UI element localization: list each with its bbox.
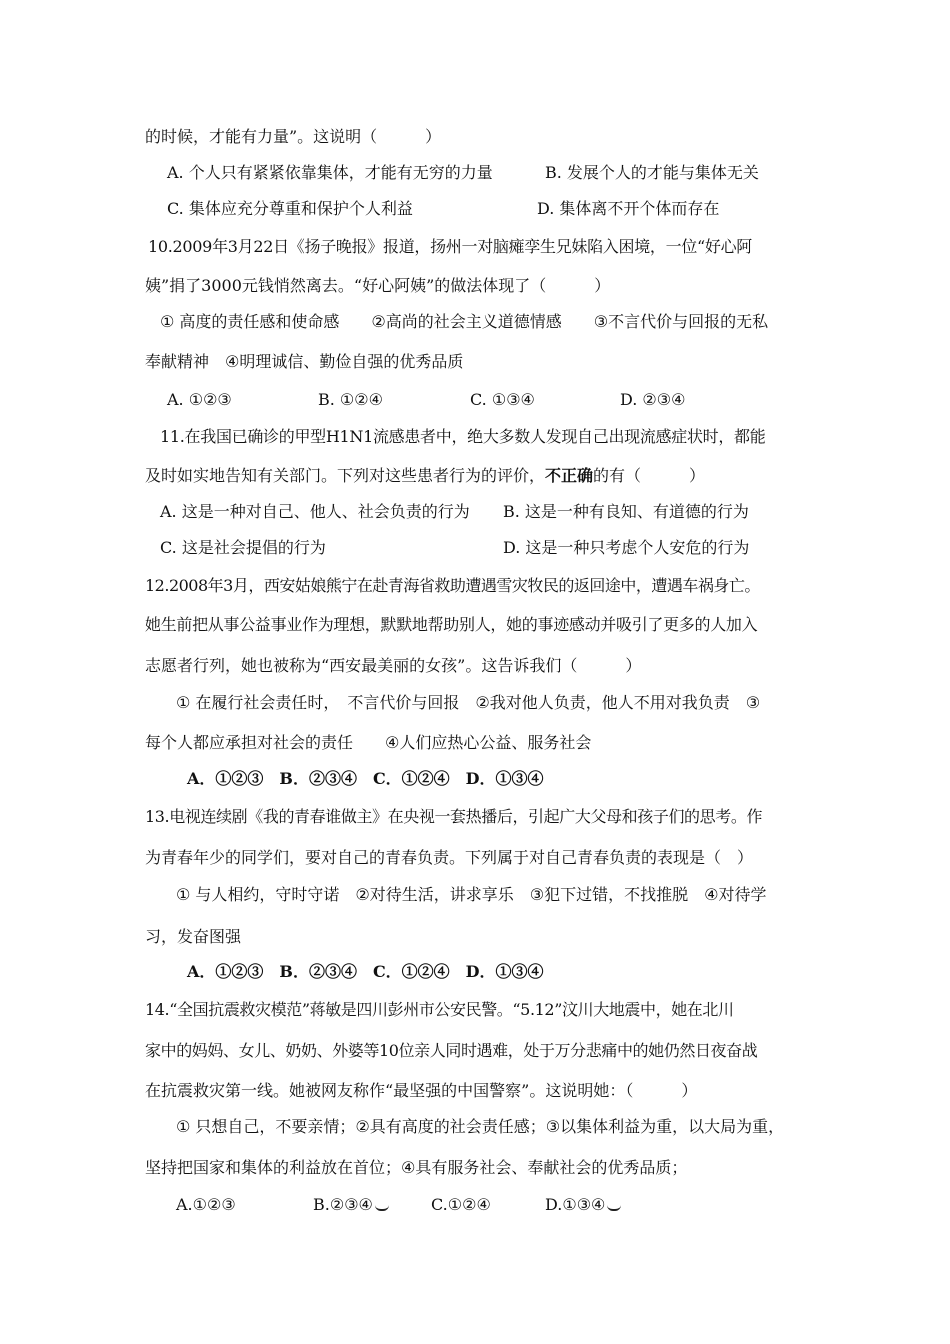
option-c: C. ①③④ [470, 390, 535, 409]
option-a: A. 个人只有紧紧依靠集体，才能有无穷的力量 [167, 163, 493, 182]
option-c: C.①②④ [431, 1195, 491, 1214]
text-line: 她生前把从事公益事业作为理想，默默地帮助别人，她的事迹感动并吸引了更多的人加入 [145, 615, 758, 634]
statement-line: 坚持把国家和集体的利益放在首位；④具有服务社会、奉献社会的优秀品质； [145, 1158, 688, 1177]
question-10: 10.2009年3月22日《扬子晚报》报道，扬州一对脑瘫孪生兄妹陷入困境，一位“好心阿 [148, 237, 752, 256]
option-a: A.①②③ [176, 1195, 236, 1214]
text-segment: 的有（ ） [593, 466, 706, 485]
option-text: B.②③④ [313, 1195, 373, 1214]
option-b: B. 这是一种有良知、有道德的行为 [503, 502, 749, 521]
text-line: 的时候，才能有力量”。这说明（ ） [145, 127, 442, 146]
scribble-mark-icon [375, 1201, 389, 1211]
option-d: D. 这是一种只考虑个人安危的行为 [503, 538, 750, 557]
statement-line: 奉献精神 ④明理诚信、勤俭自强的优秀品质 [145, 352, 464, 371]
statement-line: ① 在履行社会责任时， 不言代价与回报 ②我对他人负责，他人不用对我负责 ③ [176, 693, 761, 712]
option-b [313, 1195, 389, 1215]
option-d: D. 集体离不开个体而存在 [537, 199, 720, 218]
question-12: 12.2008年3月，西安姑娘熊宁在赴青海省救助遭遇雪灾牧民的返回途中，遭遇车祸身亡。 [145, 576, 760, 595]
statement-line: ① 只想自己，不要亲情；②具有高度的社会责任感；③以集体利益为重，以大局为重， [176, 1117, 785, 1136]
options-line: A．①②③ B．②③④ C．①②④ D．①③④ [187, 769, 544, 788]
statement-line: 每个人都应承担对社会的责任 ④人们应热心公益、服务社会 [145, 733, 592, 752]
option-d [545, 1195, 621, 1215]
text-line: 家中的妈妈、女儿、奶奶、外婆等10位亲人同时遇难，处于万分悲痛中的她仍然日夜奋战 [145, 1041, 758, 1060]
option-c: C. 这是社会提倡的行为 [160, 538, 326, 557]
option-a: A. 这是一种对自己、他人、社会负责的行为 [160, 502, 470, 521]
text-line: 在抗震救灾第一线。她被网友称作“最坚强的中国警察”。这说明她：（ ） [145, 1081, 698, 1100]
option-c: C. 集体应充分尊重和保护个人利益 [167, 199, 413, 218]
text-line: 志愿者行列，她也被称为“西安最美丽的女孩”。这告诉我们（ ） [145, 656, 642, 675]
emphasis-text: 不正确 [545, 466, 594, 485]
option-b: B. 发展个人的才能与集体无关 [545, 163, 759, 182]
question-14: 14.“全国抗震救灾模范”蒋敏是四川彭州市公安民警。“5.12”汶川大地震中，她在北川 [145, 1000, 734, 1019]
scribble-mark-icon [607, 1201, 621, 1211]
option-text: D.①③④ [545, 1195, 606, 1214]
options-line: A．①②③ B．②③④ C．①②④ D．①③④ [187, 962, 544, 981]
text-line [145, 466, 705, 486]
option-b: B. ①②④ [318, 390, 383, 409]
statement-line: 习，发奋图强 [145, 927, 242, 946]
text-line: 为青春年少的同学们，要对自己的青春负责。下列属于对自己青春负责的表现是（ ） [145, 848, 754, 867]
question-13: 13.电视连续剧《我的青春谁做主》在央视一套热播后，引起广大父母和孩子们的思考。作 [145, 807, 763, 826]
text-segment: 及时如实地告知有关部门。下列对这些患者行为的评价， [145, 466, 546, 485]
statement-line: ① 高度的责任感和使命感 ②高尚的社会主义道德情感 ③不言代价与回报的无私 [160, 312, 769, 331]
option-a: A. ①②③ [167, 390, 232, 409]
text-line: 姨”捐了3000元钱悄然离去。“好心阿姨”的做法体现了（ ） [145, 276, 611, 295]
question-11: 11.在我国已确诊的甲型H1N1流感患者中，绝大多数人发现自己出现流感症状时，都能 [160, 427, 766, 446]
statement-line: ① 与人相约，守时守诺 ②对待生活，讲求享乐 ③犯下过错，不找推脱 ④对待学 [176, 885, 767, 904]
option-d: D. ②③④ [620, 390, 686, 409]
